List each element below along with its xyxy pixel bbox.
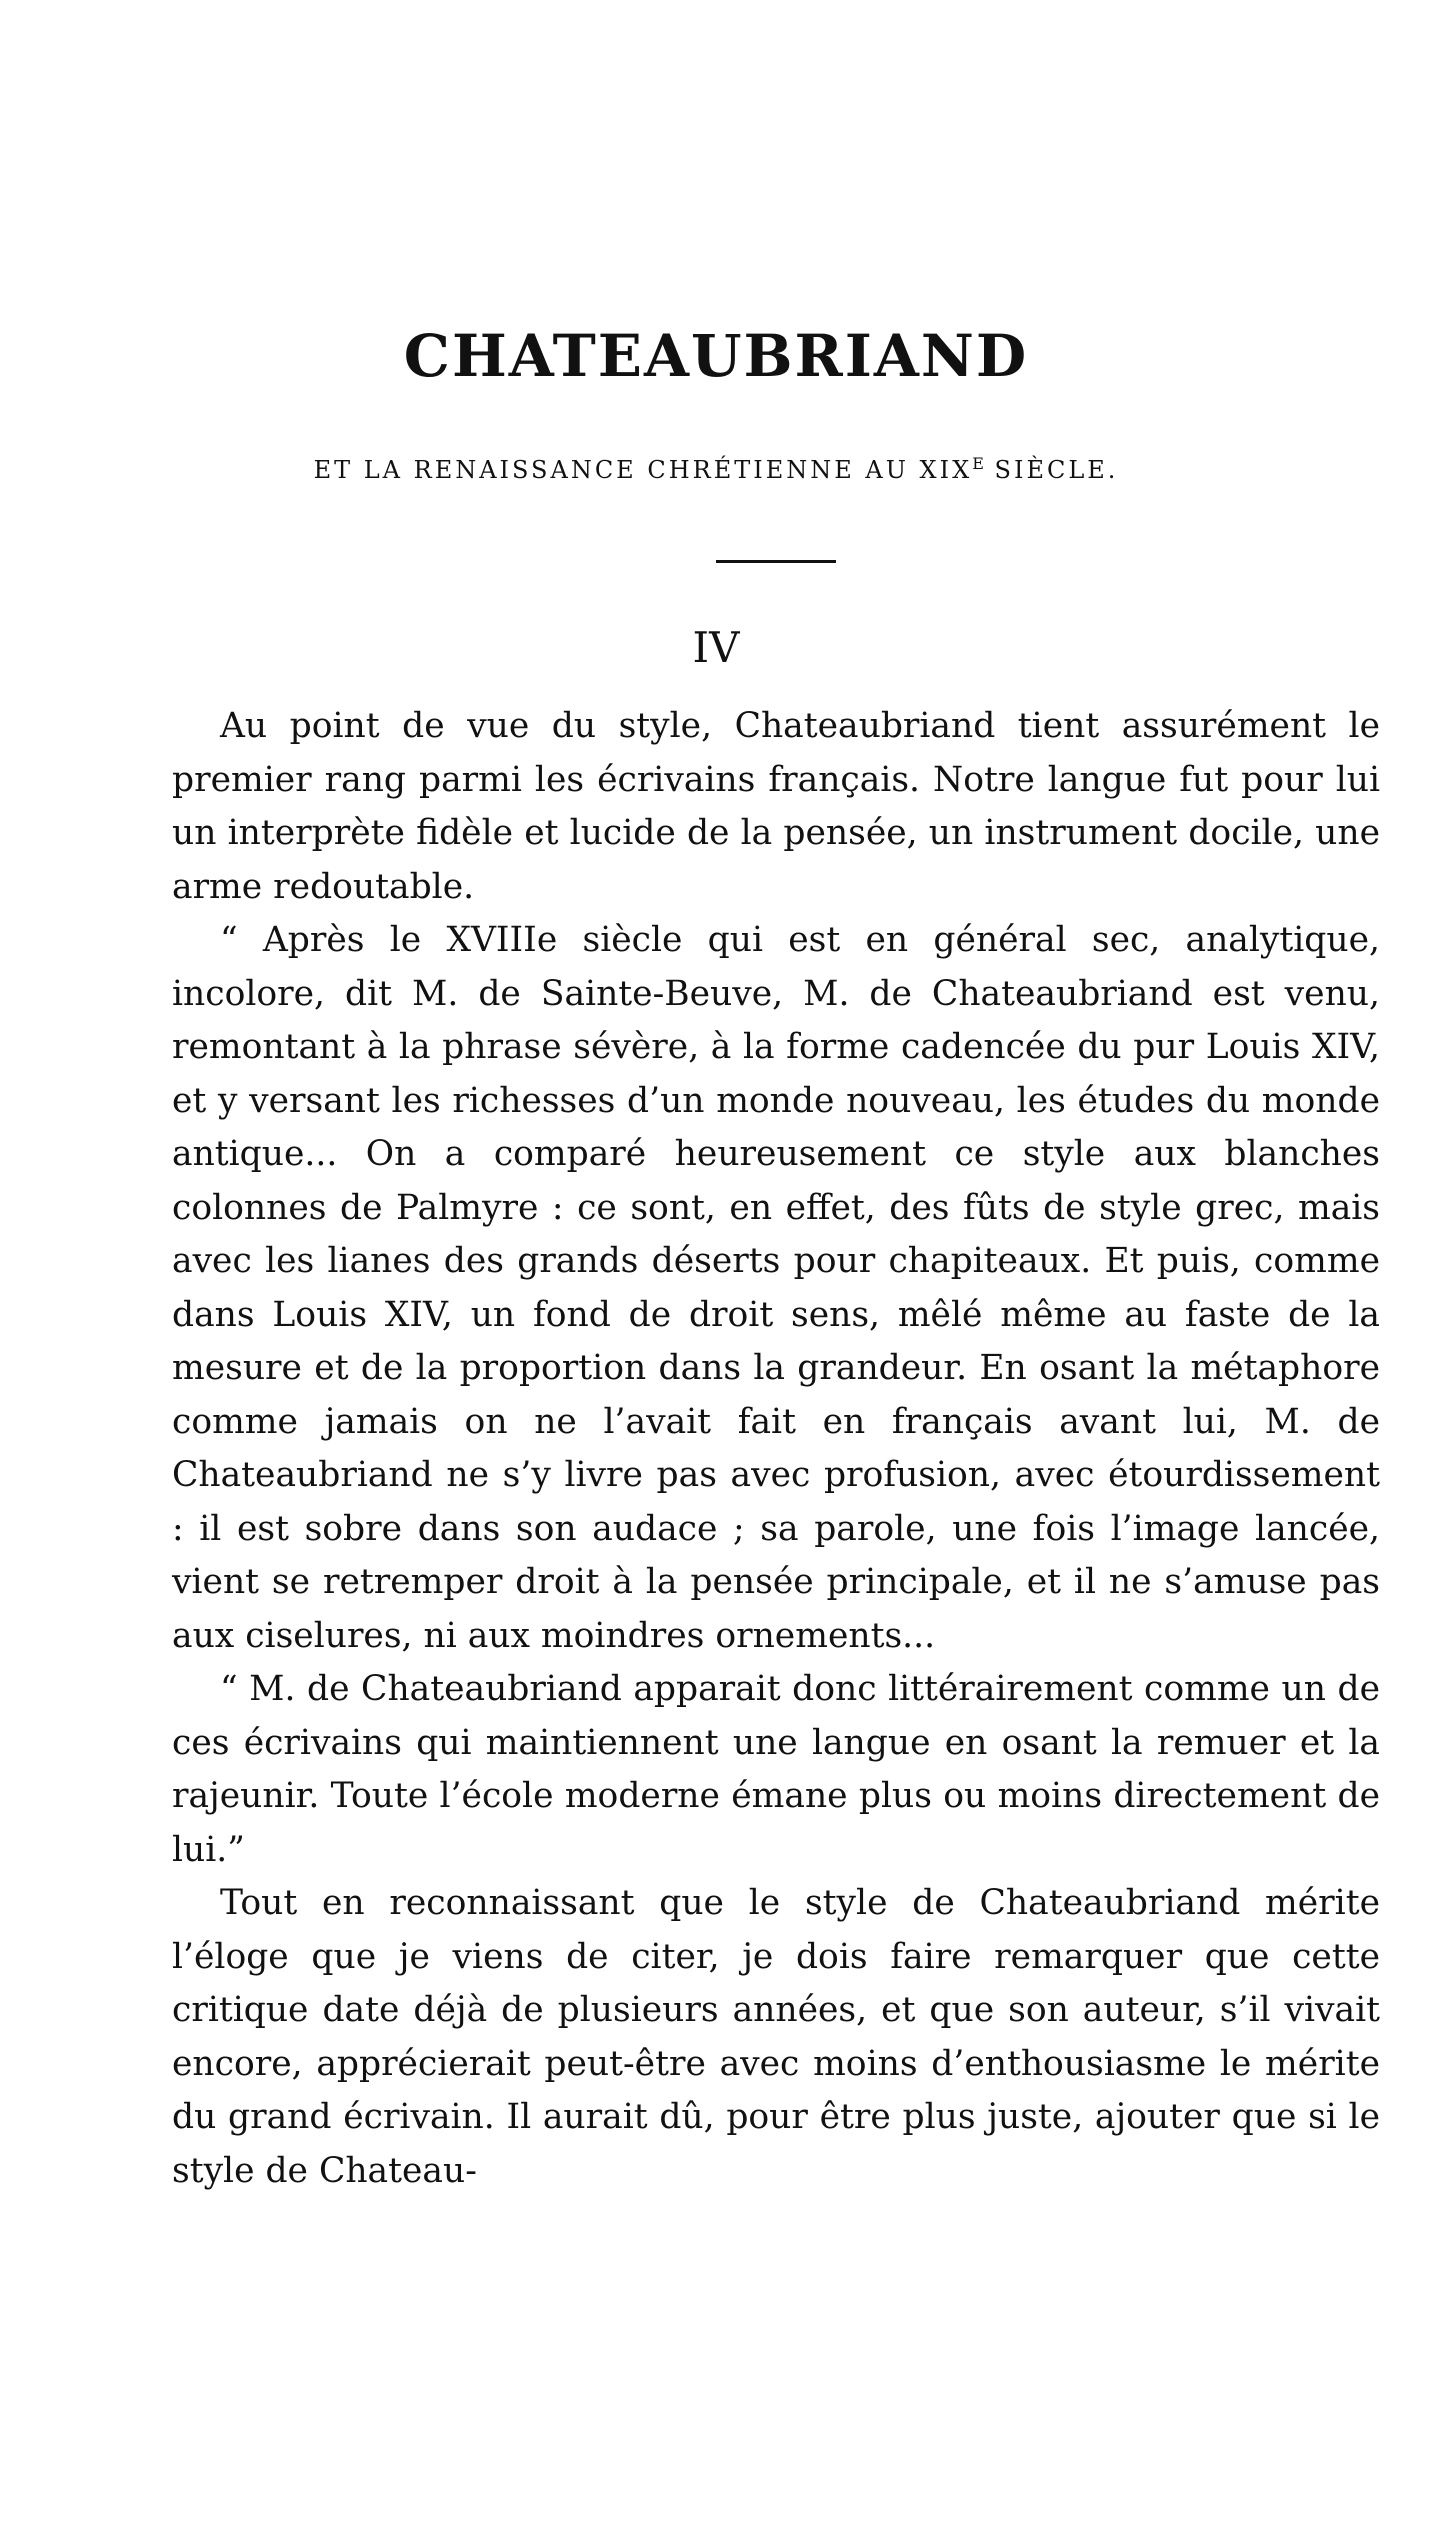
body-text bbox=[172, 700, 1380, 2198]
chapter-title: CHATEAUBRIAND bbox=[403, 322, 1029, 390]
paragraph-4: Tout en reconnaissant que le style de Chateaubriand mérite l’éloge que je viens de citer, je dois faire remarquer que cette critique date déjà de plusieurs années, et que son auteur, s’il vivait encore, apprécierait peut-être avec moins d’enthousiasme le mérite du grand écrivain. Il aurait dû, pour être plus juste, ajouter que si le style de Chateau- bbox=[172, 1883, 1380, 2191]
subtitle-superscript: E bbox=[972, 454, 984, 473]
section-number: IV bbox=[692, 623, 740, 672]
subtitle-main: ET LA RENAISSANCE CHRÉTIENNE AU XIX bbox=[313, 456, 973, 484]
subtitle-end: SIÈCLE. bbox=[983, 456, 1119, 484]
paragraph-3-quote: “ M. de Chateaubriand apparait donc littérairement comme un de ces écrivains qui maintiennent une langue en osant la remuer et la rajeunir. Toute l’école moderne émane plus ou moins directement de lui.” bbox=[172, 1669, 1380, 1870]
paragraph-2-quote: “ Après le XVIIIe siècle qui est en général sec, analytique, incolore, dit M. de Sainte-Beuve, M. de Chateaubriand est venu, remontant à la phrase sévère, à la forme cadencée du pur Louis XIV, et y versant les richesses d’un monde nouveau, les études du monde antique... On a comparé heureusement ce style aux blanches colonnes de Palmyre : ce sont, en effet, des fûts de style grec, mais avec les lianes des grands déserts pour chapiteaux. Et puis, comme dans Louis XIV, un fond de droit sens, mêlé même au faste de la mesure et de la proportion dans la grandeur. En osant la métaphore comme jamais on ne l’avait fait en français avant lui, M. de Chateaubriand ne s’y livre pas avec profusion, avec étourdissement : il est sobre dans son audace ; sa parole, une fois l’image lancée, vient se retremper droit à la pensée principale, et il ne s’amuse pas aux ciselures, ni aux moindres ornements... bbox=[172, 920, 1380, 1656]
chapter-subtitle bbox=[0, 452, 1432, 488]
paragraph-1: Au point de vue du style, Chateaubriand tient assurément le premier rang parmi les écrivains français. Notre langue fut pour lui un interprète fidèle et lucide de la pensée, un instrument docile, une arme redoutable. bbox=[172, 706, 1380, 907]
title-divider bbox=[716, 560, 836, 563]
